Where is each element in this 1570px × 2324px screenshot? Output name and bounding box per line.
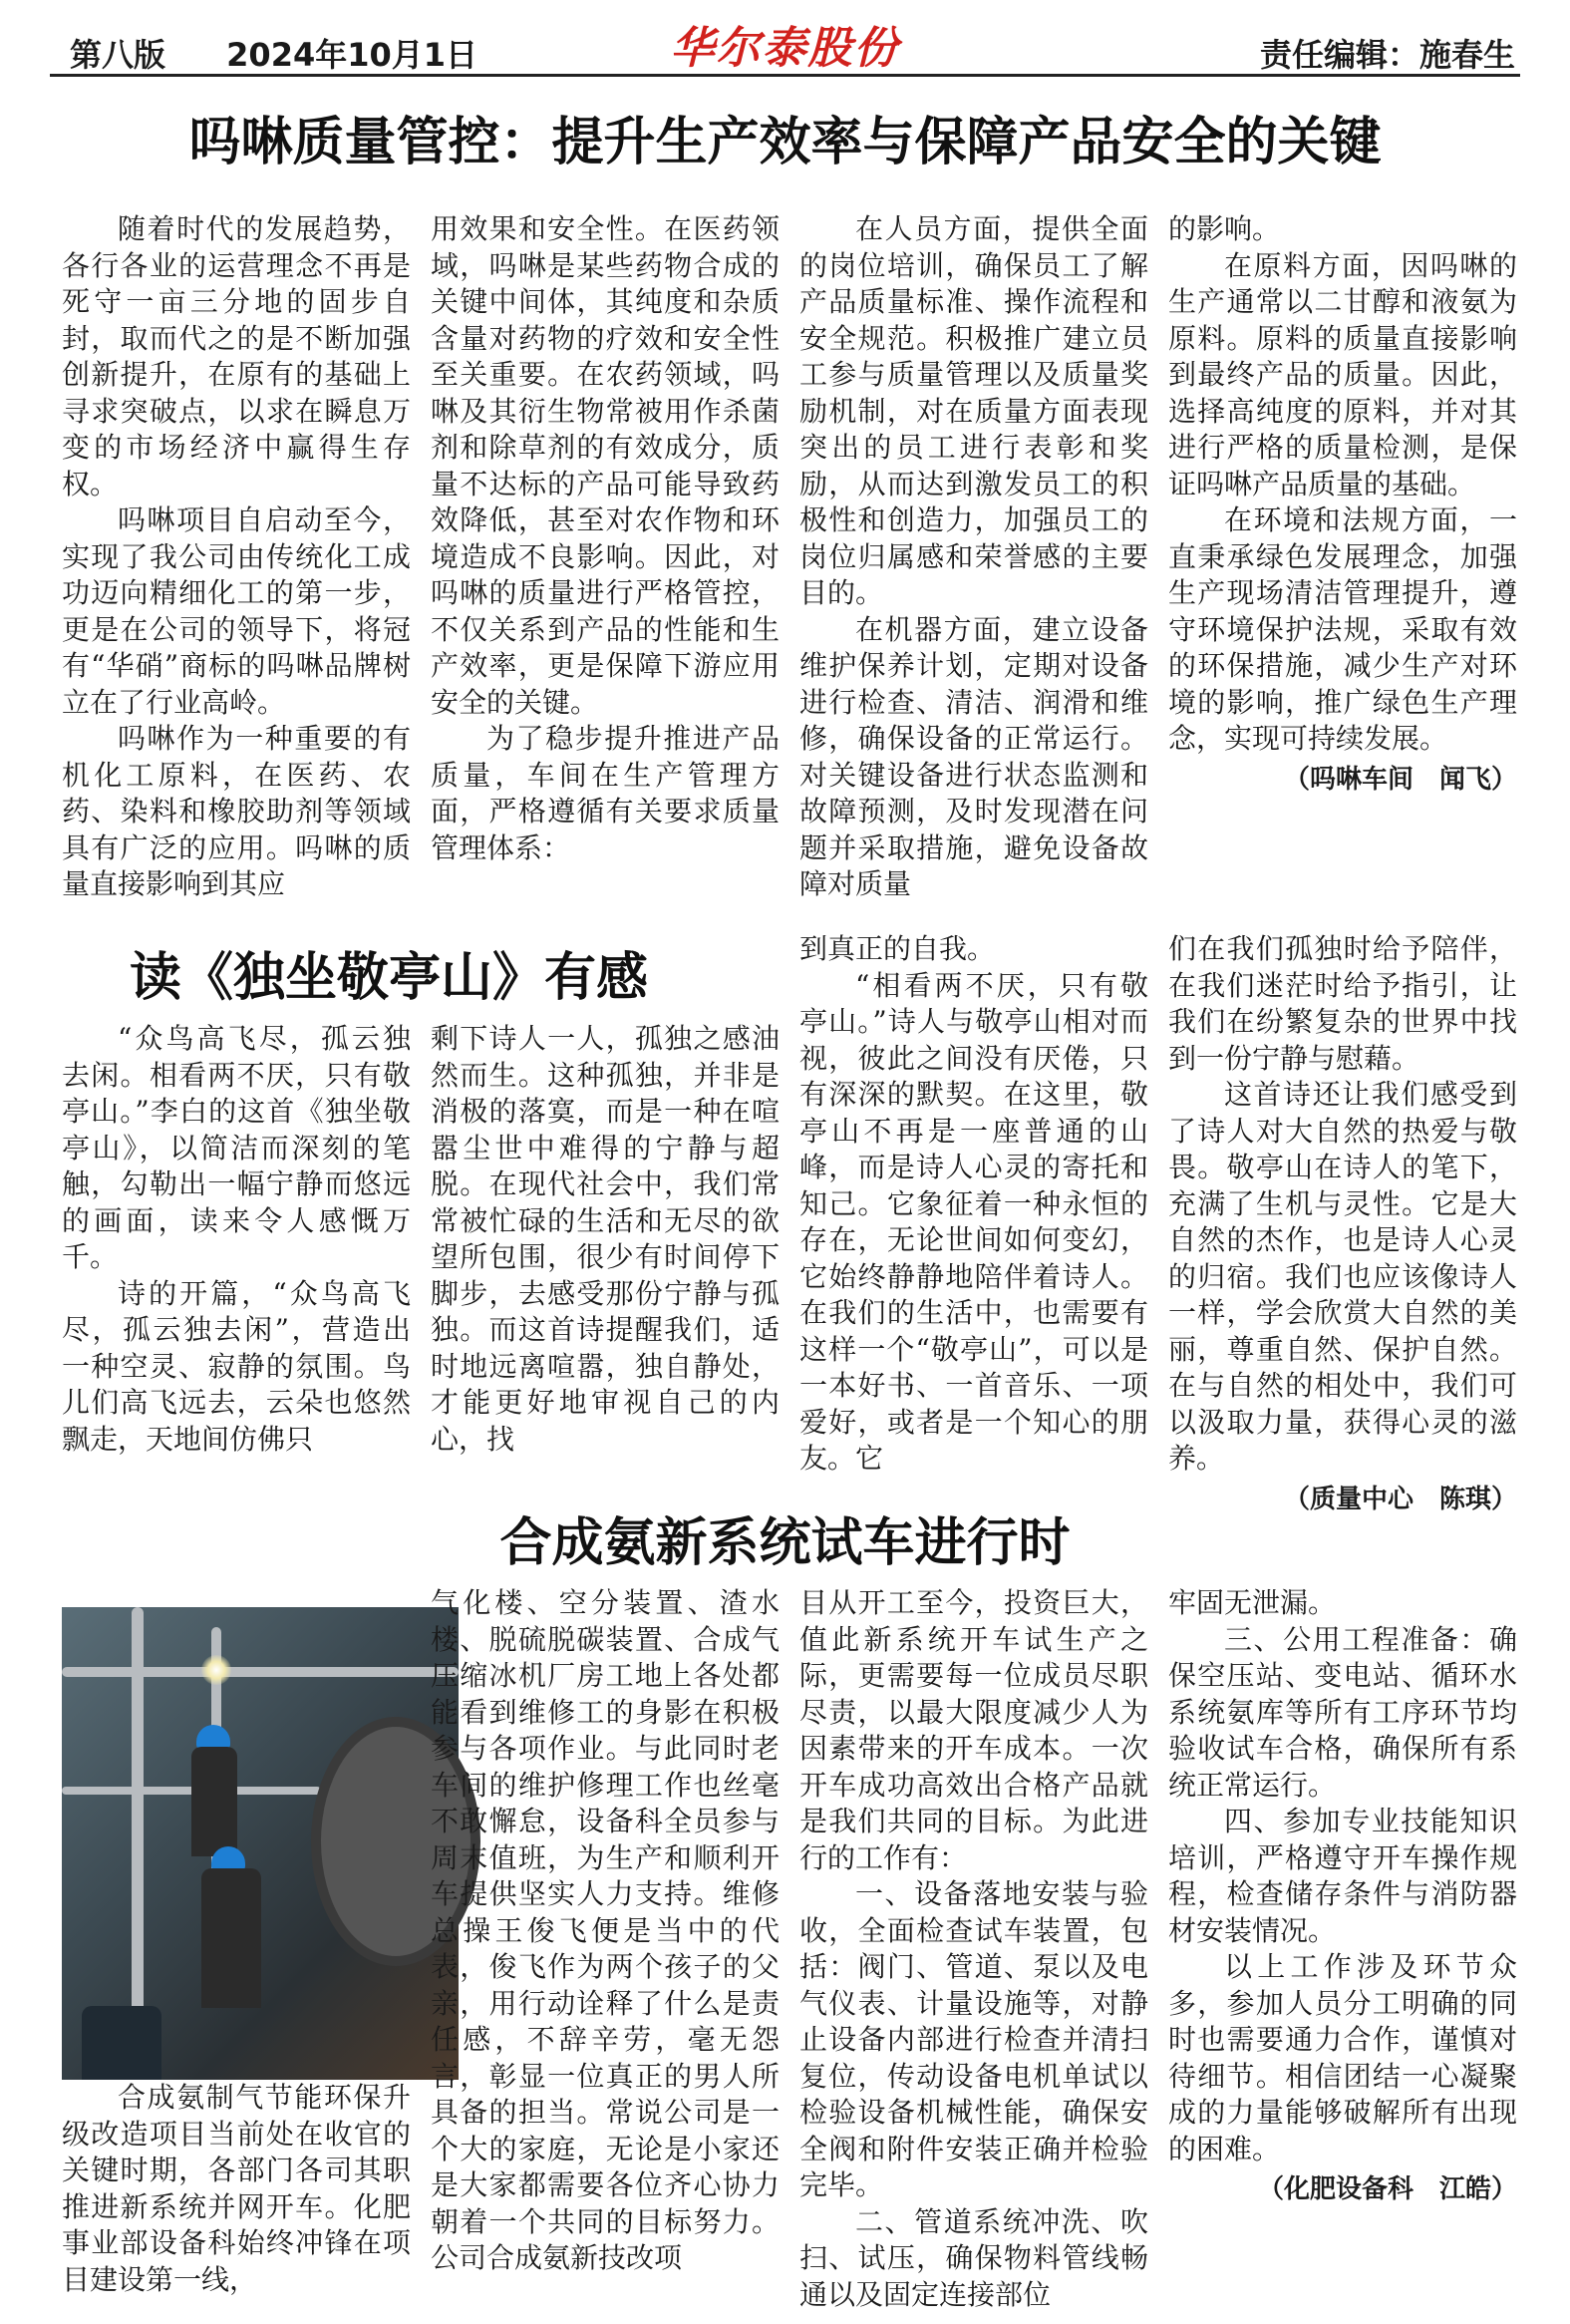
paragraph: 目从开工至今，投资巨大，值此新系统开车试生产之际，更需要每一位成员尽职尽责，以最大限度减少人为因素带来的开车成本。一次开车成功高效出合格产品就是我们共同的目标。为此进行的工作有： xyxy=(799,1586,1148,1874)
article3-title: 合成氨新系统试车进行时 xyxy=(499,1513,1071,1573)
article3-column-2 xyxy=(431,1585,780,2309)
paragraph: 四、参加专业技能知识培训，严格遵守开车操作规程，检查储存条件与消防器材安装情况。 xyxy=(1168,1805,1517,1947)
paragraph: 合成氨制气节能环保升级改造项目当前处在收官的关键时期，各部门各司其职推进新系统并网开车。化肥事业部设备科始终冲锋在项目建设第一线， xyxy=(62,2081,411,2296)
page-header xyxy=(0,0,1570,72)
paragraph: 一、设备落地安装与验收，全面检查试车装置，包括：阀门、管道、泵以及电气仪表、计量设施等，对静止设备内部进行检查并清扫复位，传动设备电机单试以检验设备机械性能，确保安全阀和附件安装正确并检验完毕。 xyxy=(799,1877,1148,2201)
paragraph: 在环境和法规方面，一直秉承绿色发展理念，加强生产现场清洁管理提升，遵守环境保护法规，采取有效的环保措施，减少生产对环境的影响，推广绿色生产理念，实现可持续发展。 xyxy=(1168,503,1517,755)
paragraph: 的影响。 xyxy=(1168,212,1281,245)
paragraph: 在机器方面，建立设备维护保养计划，定期对设备进行检查、清洁、润滑和维修，确保设备的正常运行。对关键设备进行状态监测和故障预测，及时发现潜在问题并采取措施，避免设备故障对质量 xyxy=(799,612,1148,900)
worker xyxy=(201,1868,261,2008)
article1-column-3 xyxy=(799,211,1148,900)
article2-column-4 xyxy=(1168,931,1517,1514)
article3-column-4 xyxy=(1168,1585,1517,2204)
paragraph: 三、公用工程准备：确保空压站、变电站、循环水系统氨库等所有工序环节均验收试车合格，确保所有系统正常运行。 xyxy=(1168,1622,1517,1802)
article2-column-1 xyxy=(62,1021,411,1460)
worker xyxy=(82,2006,161,2080)
header-rule xyxy=(50,74,1520,77)
worksite-photo xyxy=(62,1607,459,2080)
paragraph: 剩下诗人一人，孤独之感油然而生。这种孤独，并非是消极的落寞，而是一种在喧嚣尘世中难得的宁静与超脱。在现代社会中，我们常常被忙碌的生活和无尽的欲望所包围，很少有时间停下脚步，去感受那份宁静与孤独。而这首诗提醒我们，适时地远离喧嚣，独自静处，才能更好地审视自己的内心，找 xyxy=(431,1022,780,1456)
article1-title: 吗啉质量管控：提升生产效率与保障产品安全的关键 xyxy=(188,113,1382,172)
work-lamp xyxy=(201,1655,231,1685)
edition-number: 第八版 xyxy=(70,36,166,74)
paragraph: 以上工作涉及环节众多，参加人员分工明确的同时也需要通力合作，谨慎对待细节。相信团结一心凝聚成的力量能够破解所有出现的困难。 xyxy=(1168,1950,1517,2165)
worker-helmet xyxy=(211,1846,245,1870)
article2-signature: （质量中心 陈琪） xyxy=(1283,1484,1517,1514)
paragraph: 在原料方面，因吗啉的生产通常以二甘醇和液氨为原料。原料的质量直接影响到最终产品的质量。因此，选择高纯度的原料，并对其进行严格的质量检测，是保证吗啉产品质量的基础。 xyxy=(1168,248,1517,500)
article2-column-2 xyxy=(431,1021,780,1460)
paragraph: 在人员方面，提供全面的岗位培训，确保员工了解产品质量标准、操作流程和安全规范。积极推广建立员工参与质量管理以及质量奖励机制，对在质量方面表现突出的员工进行表彰和奖励，从而达到激发员工的积极性和创造力，加强员工的岗位归属感和荣誉感的主要目的。 xyxy=(799,212,1148,609)
editor-credit: 责任编辑：施春生 xyxy=(1259,36,1515,74)
article3-signature: （化肥设备科 江皓） xyxy=(1257,2174,1517,2204)
paragraph: 随着时代的发展趋势，各行各业的运营理念不再是死守一亩三分地的固步自封，取而代之的是不断加强创新提升，在原有的基础上寻求突破点，以求在瞬息万变的市场经济中赢得生存权。 xyxy=(62,212,411,500)
paragraph: 吗啉项目自启动至今，实现了我公司由传统化工成功迈向精细化工的第一步，更是在公司的领导下，将冠有“华硝”商标的吗啉品牌树立在了行业高岭。 xyxy=(62,503,411,719)
brand-logo: 华尔泰股份 xyxy=(670,23,900,74)
article3-column-3 xyxy=(799,1585,1148,2309)
paragraph: 为了稳步提升推进产品质量，车间在生产管理方面，严格遵循有关要求质量管理体系： xyxy=(431,722,780,864)
paragraph: 诗的开篇，“众鸟高飞尽，孤云独去闲”，营造出一种空灵、寂静的氛围。鸟儿们高飞远去，云朵也悠然飘走，天地间仿佛只 xyxy=(62,1276,411,1456)
paragraph: “众鸟高飞尽，孤云独去闲。相看两不厌，只有敬亭山。”李白的这首《独坐敬亭山》，以简洁而深刻的笔触，勾勒出一幅宁静而悠远的画面，读来令人感慨万千。 xyxy=(62,1022,411,1273)
paragraph: 气化楼、空分装置、渣水楼、脱硫脱碳装置、合成气压缩冰机厂房工地上各处都能看到维修工的身影在积极参与各项作业。与此同时老车间的维护修理工作也丝毫不敢懈怠，设备科全员参与周末值班，为生产和顺利开车提供坚实人力支持。维修总操王俊飞便是当中的代表，俊飞作为两个孩子的父亲，用行动诠释了什么是责任感，不辞辛劳，毫无怨言，彰显一位真正的男人所具备的担当。常说公司是一个大的家庭，无论是小家还是大家都需要各位齐心协力朝着一个共同的目标努力。公司合成氨新技改项 xyxy=(431,1586,780,2274)
paragraph: 用效果和安全性。在医药领域，吗啉是某些药物合成的关键中间体，其纯度和杂质含量对药物的疗效和安全性至关重要。在农药领域，吗啉及其衍生物常被用作杀菌剂和除草剂的有效成分，质量不达标的产品可能导致药效降低，甚至对农作物和环境造成不良影响。因此，对吗啉的质量进行严格管控，不仅关系到产品的性能和生产效率，更是保障下游应用安全的关键。 xyxy=(431,212,780,719)
paragraph: 吗啉作为一种重要的有机化工原料，在医药、农药、染料和橡胶助剂等领域具有广泛的应用。吗啉的质量直接影响到其应 xyxy=(62,722,411,900)
worker-helmet xyxy=(196,1725,230,1749)
article1-signature: （吗啉车间 闻飞） xyxy=(1283,764,1517,795)
paragraph: “相看两不厌，只有敬亭山。”诗人与敬亭山相对而视，彼此之间没有厌倦，只有深深的默契。在这里，敬亭山不再是一座普通的山峰，而是诗人心灵的寄托和知己。它象征着一种永恒的存在，无论世间如何变幻，它始终静静地陪伴着诗人。在我们的生活中，也需要有这样一个“敬亭山”，可以是一本好书、一首音乐、一项爱好，或者是一个知心的朋友。它 xyxy=(799,968,1148,1475)
paragraph: 二、管道系统冲洗、吹扫、试压，确保物料管线畅通以及固定连接部位 xyxy=(799,2204,1148,2311)
article1-column-2 xyxy=(431,211,780,869)
article1-column-1 xyxy=(62,211,411,900)
issue-date: 2024年10月1日 xyxy=(226,36,478,74)
paragraph: 们在我们孤独时给予陪伴，在我们迷茫时给予指引，让我们在纷繁复杂的世界中找到一份宁静与慰藉。 xyxy=(1168,932,1517,1075)
paragraph: 这首诗还让我们感受到了诗人对大自然的热爱与敬畏。敬亭山在诗人的笔下，充满了生机与灵性。它是大自然的杰作，也是诗人心灵的归宿。我们也应该像诗人一样，学会欣赏大自然的美丽，尊重自然、保护自然。在与自然的相处中，我们可以汲取力量，获得心灵的滋养。 xyxy=(1168,1078,1517,1475)
article2-column-3 xyxy=(799,931,1148,1475)
article2-title: 读《独坐敬亭山》有感 xyxy=(130,948,649,1008)
article3-column-1 xyxy=(62,2080,411,2309)
scaffold-pipe xyxy=(62,1667,459,1677)
paragraph: 牢固无泄漏。 xyxy=(1168,1586,1337,1619)
worker xyxy=(191,1747,237,1856)
paragraph: 到真正的自我。 xyxy=(799,932,996,965)
article1-column-4 xyxy=(1168,211,1517,869)
